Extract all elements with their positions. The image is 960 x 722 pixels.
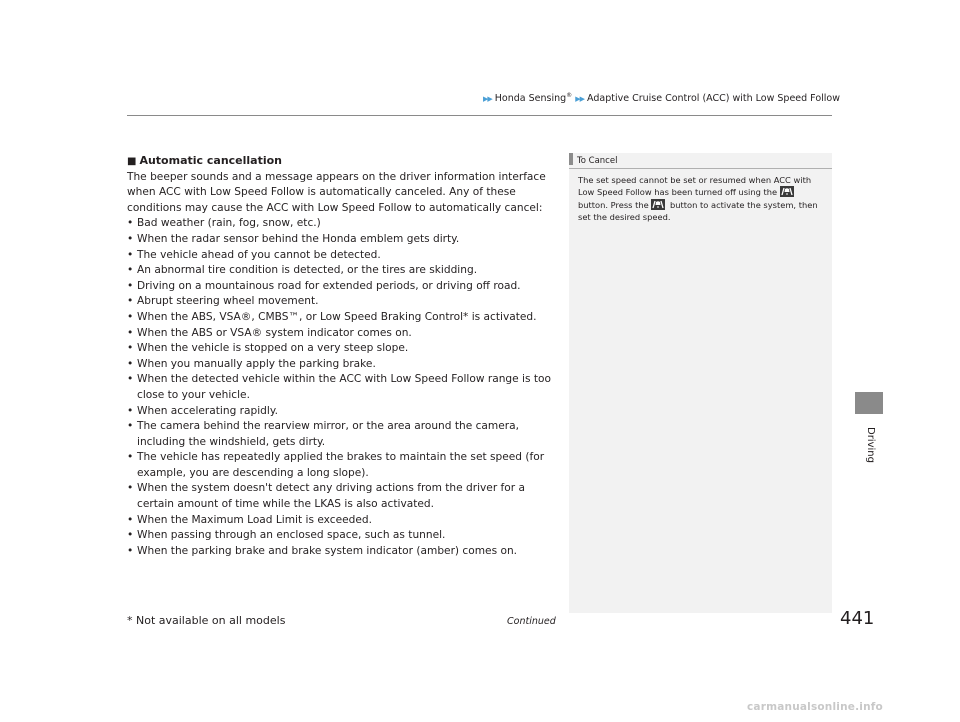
list-item: • The vehicle ahead of you cannot be detected. bbox=[127, 248, 557, 264]
section-title: Automatic cancellation bbox=[139, 154, 283, 167]
list-item: • Abrupt steering wheel movement. bbox=[127, 294, 557, 310]
section-marker: ■ bbox=[127, 156, 137, 167]
list-item: • When accelerating rapidly. bbox=[127, 404, 557, 420]
breadcrumb-section: Honda Sensing bbox=[494, 93, 567, 104]
continued-label: Continued bbox=[507, 616, 556, 627]
list-item: • When the detected vehicle within the ACC with Low Speed Follow range is too close to your vehicle. bbox=[127, 372, 557, 403]
sidenote-text: The set speed cannot be set or resumed when ACC with Low Speed Follow has been turned off using the bbox=[578, 175, 812, 198]
list-item: • The vehicle has repeatedly applied the brakes to maintain the set speed (for example, you are descending a long slope). bbox=[127, 450, 557, 481]
sidenote-body bbox=[578, 174, 826, 224]
breadcrumb-arrow-icon: ▶▶ bbox=[482, 95, 492, 103]
footnote: * Not available on all models bbox=[127, 614, 286, 627]
sidenote-marker bbox=[569, 153, 573, 165]
breadcrumb-arrow-icon: ▶▶ bbox=[575, 95, 584, 103]
list-item: • When the radar sensor behind the Honda emblem gets dirty. bbox=[127, 232, 557, 248]
list-item: • When the parking brake and brake system indicator (amber) comes on. bbox=[127, 544, 557, 560]
breadcrumb-topic: Adaptive Cruise Control (ACC) with Low Speed Follow bbox=[587, 93, 840, 104]
chapter-tab bbox=[855, 392, 883, 414]
list-item: • When the system doesn't detect any driving actions from the driver for a certain amount of time while the LKAS is also activated. bbox=[127, 481, 557, 512]
main-content bbox=[127, 153, 557, 559]
list-item: • An abnormal tire condition is detected, or the tires are skidding. bbox=[127, 263, 557, 279]
intro-paragraph: The beeper sounds and a message appears on the driver information interface when ACC with Low Speed Follow is automatically canceled. Any of these conditions may cause the ACC with Low Speed Follow to automatically cancel: bbox=[127, 170, 546, 214]
list-item: • Bad weather (rain, fog, snow, etc.) bbox=[127, 216, 557, 232]
list-item: • When the ABS, VSA®, CMBS™, or Low Speed Braking Control* is activated. bbox=[127, 310, 557, 326]
list-item: • When the ABS or VSA® system indicator comes on. bbox=[127, 326, 557, 342]
chapter-label: Driving bbox=[865, 427, 876, 463]
list-item: • When the vehicle is stopped on a very steep slope. bbox=[127, 341, 557, 357]
sidenote-text: button to activate the system, then set the desired speed. bbox=[578, 199, 818, 223]
section-heading bbox=[127, 153, 557, 170]
sidenote-panel bbox=[569, 153, 832, 613]
registered-mark: ® bbox=[566, 91, 573, 99]
list-item: • The camera behind the rearview mirror, or the area around the camera, including the windshield, gets dirty. bbox=[127, 419, 557, 450]
watermark: carmanualsonline.info bbox=[747, 701, 883, 713]
page-number: 441 bbox=[840, 608, 875, 629]
list-item: • When you manually apply the parking brake. bbox=[127, 357, 557, 373]
list-item: • When passing through an enclosed space, such as tunnel. bbox=[127, 528, 557, 544]
header-divider bbox=[127, 115, 832, 116]
acc-main-button-icon bbox=[780, 186, 794, 197]
condition-list bbox=[127, 216, 557, 559]
sidenote-text: button. Press the bbox=[578, 199, 649, 210]
sidenote-title: To Cancel bbox=[577, 156, 618, 166]
acc-main-button-icon bbox=[651, 199, 665, 210]
list-item: • When the Maximum Load Limit is exceeded. bbox=[127, 513, 557, 529]
breadcrumb bbox=[470, 93, 840, 104]
sidenote-divider bbox=[569, 168, 832, 169]
list-item: • Driving on a mountainous road for extended periods, or driving off road. bbox=[127, 279, 557, 295]
